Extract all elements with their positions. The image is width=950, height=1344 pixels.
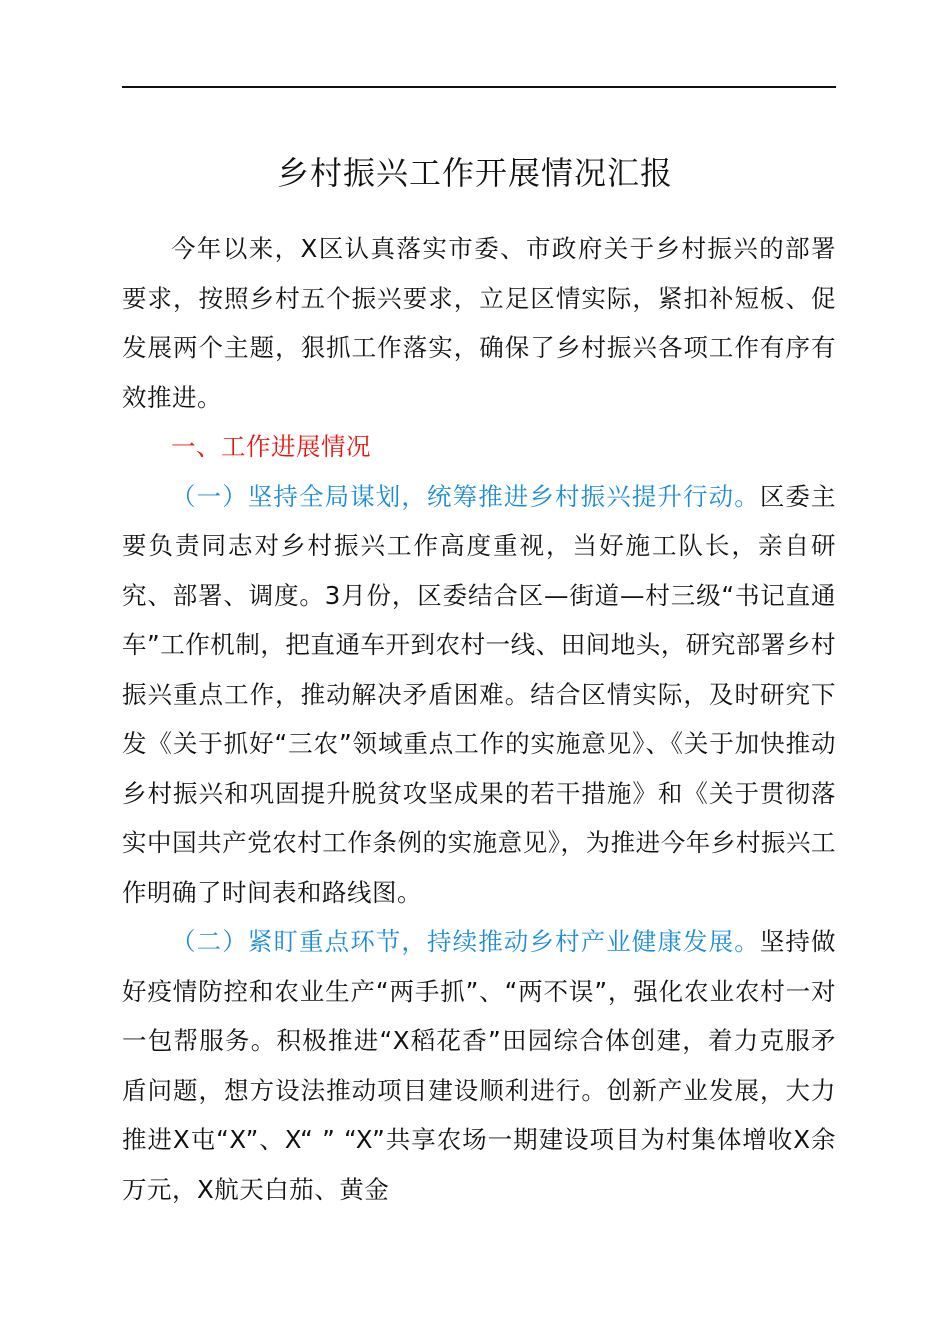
document-title: 乡村振兴工作开展情况汇报	[276, 154, 673, 192]
subsection-1-paragraph	[122, 472, 836, 918]
intro-text: 今年以来，X区认真落实市委、市政府关于乡村振兴的部署要求，按照乡村五个振兴要求，立足区情实际，紧扣补短板、促发展两个主题，狠抓工作落实，确保了乡村振兴各项工作有序有效推进。	[122, 234, 836, 412]
subsection-2-text: 坚持做好疫情防控和农业生产“两手抓”、“两不误”，强化农业农村一对一包帮服务。积极推进“X稻花香”田园综合体创建，着力克服矛盾问题，想方设法推动项目建设顺利进行。创新产业发展，大力推进X屯“X”、X“ ” “X”共享农场一期建设项目为村集体增收X余万元，X航天白茄、黄金	[122, 927, 837, 1204]
subsection-2-lead: （二）紧盯重点环节，持续推动乡村产业健康发展。	[171, 927, 760, 956]
intro-paragraph	[122, 224, 836, 422]
subsection-1-text: 区委主要负责同志对乡村振兴工作高度重视，当好施工队长，亲自研究、部署、调度。3月份，区委结合区—街道—村三级“书记直通车”工作机制，把直通车开到农村一线、田间地头，研究部署乡村振兴重点工作，推动解决矛盾困难。结合区情实际，及时研究下发《关于抓好“三农”领域重点工作的实施意见》、《关于加快推动乡村振兴和巩固提升脱贫攻坚成果的若干措施》和《关于贯彻落实中国共产党农村工作条例的实施意见》，为推进今年乡村振兴工作明确了时间表和路线图。	[122, 481, 837, 907]
section-heading-paragraph	[122, 422, 836, 472]
document-body	[122, 224, 836, 1214]
subsection-1-lead: （一）坚持全局谋划，统筹推进乡村振兴提升行动。	[171, 481, 760, 511]
subsection-2-paragraph	[122, 917, 836, 1214]
section-heading: 一、工作进展情况	[171, 432, 371, 461]
header-rule	[122, 86, 836, 88]
